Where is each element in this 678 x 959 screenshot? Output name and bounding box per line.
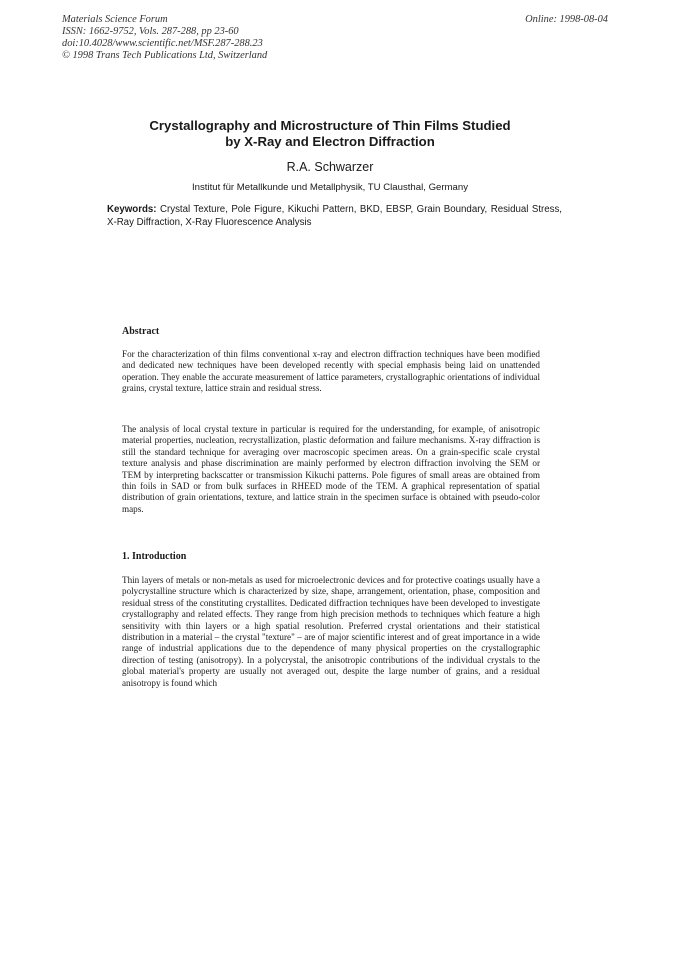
author-affiliation: Institut für Metallkunde und Metallphysik, TU Clausthal, Germany xyxy=(191,182,469,193)
abstract-text-1: For the characterization of thin films conventional x-ray and electron diffraction techniques have been modified and dedicated new techniques have been developed recently with special emphasis being laid on unattended operation. They enable the accurate measurement of lattice parameters, crystallographic orientations of individual grains, crystal texture, lattice strain and residual stress. xyxy=(122,349,540,394)
journal-name: Materials Science Forum xyxy=(62,14,168,25)
keywords-label: Keywords: xyxy=(107,204,157,215)
keywords-text: Crystal Texture, Pole Figure, Kikuchi Pattern, BKD, EBSP, Grain Boundary, Residual Stress, X-Ray Diffraction, X-Ray Fluorescence Analysis xyxy=(107,204,563,228)
title-line-1: Crystallography and Microstructure of Thin Films Studied xyxy=(149,118,511,133)
introduction-heading: 1. Introduction xyxy=(122,551,187,562)
journal-header xyxy=(62,14,616,62)
paper-title xyxy=(0,118,660,150)
issn-line: ISSN: 1662-9752, Vols. 287-288, pp 23-60 xyxy=(62,26,239,37)
author-name: R.A. Schwarzer xyxy=(286,160,374,174)
introduction-paragraph xyxy=(122,575,540,689)
abstract-paragraph-2 xyxy=(122,424,540,515)
keywords-block xyxy=(107,204,562,229)
abstract-text-2: The analysis of local crystal texture in particular is required for the understanding, for example, of anisotropic material properties, nucleation, recrystallization, plastic deformation and failure mechanisms. X-ray diffraction is still the standard technique for averaging over macroscopic specimen areas. On a grain-specific scale crystal texture analysis and phase discrimination are mainly performed by electron diffraction involving the SEM or TEM by interpreting backscatter or transmission Kikuchi patterns. Pole figures of small areas are obtained from thin foils in SAD or from bulk surfaces in RHEED mode of the TEM. A graphical representation of spatial distribution of grain orientations, texture, and lattice strain in the specimen surface is obtained with pseudo-color maps. xyxy=(122,424,540,514)
copyright-line: © 1998 Trans Tech Publications Ltd, Switzerland xyxy=(62,50,268,61)
abstract-paragraph-1 xyxy=(122,349,540,395)
title-line-2: by X-Ray and Electron Diffraction xyxy=(225,134,435,149)
abstract-heading: Abstract xyxy=(122,326,160,337)
introduction-text: Thin layers of metals or non-metals as used for microelectronic devices and for protective coatings usually have a polycrystalline structure which is characterized by size, shape, arrangement, orientation, phase, composition and residual stress of the constituting crystallites. Dedicated diffraction techniques have been developed to investigate crystallography and related effects. They range from high precision methods to techniques which feature a high sensitivity with thin layers or a high spatial resolution. Preferred crystal orientations and their statistical distribution in a material – the crystal "texture" – are of major scientific interest and of great importance in a wide range of industrial applications due to the dependence of many physical properties on the crystallographic direction of testing (anisotropy). In a polycrystal, the anisotropic contributions of the individual crystals to the global material's property are usually not averaged out, despite the large number of grains, and a residual anisotropy is found which xyxy=(122,575,540,688)
online-date: Online: 1998-08-04 xyxy=(525,14,608,25)
doi-line: doi:10.4028/www.scientific.net/MSF.287-288.23 xyxy=(62,38,263,49)
